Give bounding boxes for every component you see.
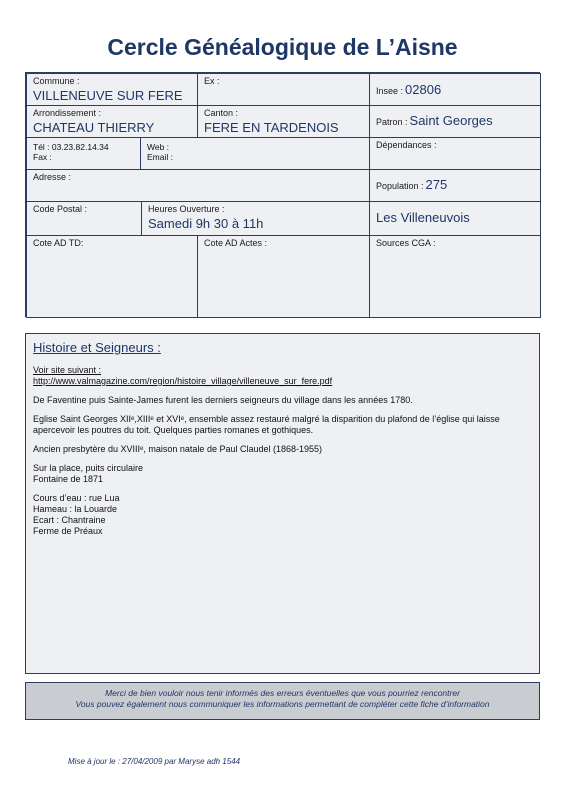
place-line-2: Fontaine de 1871 — [33, 474, 104, 484]
eglise-paragraph — [33, 414, 532, 436]
site-paragraph — [33, 365, 532, 387]
arrondissement-cell — [26, 105, 198, 138]
dependances-cell — [369, 137, 541, 170]
info-note — [25, 682, 540, 720]
adresse-cell — [26, 169, 370, 202]
history-section — [25, 333, 540, 674]
arrondissement-value: CHATEAU THIERRY — [33, 120, 155, 135]
cote-td-cell — [26, 235, 198, 318]
web-label: Web : — [147, 142, 170, 152]
sources-label: Sources CGA : — [376, 238, 436, 248]
tel-label: Tél : 03.23.82.14.34 — [33, 142, 109, 152]
ex-cell — [197, 73, 370, 106]
commune-value: VILLENEUVE SUR FERE — [33, 88, 183, 103]
web-email-cell — [140, 137, 370, 170]
email-label: Email : — [147, 152, 173, 162]
site-link[interactable]: http://www.valmagazine.com/region/histoire_village/villeneuve_sur_fere.pdf — [33, 376, 333, 386]
seigneurs-paragraph: De Faventine puis Sainte-James furent les derniers seigneurs du village dans les années 1780. — [33, 395, 413, 405]
cote-td-label: Cote AD TD: — [33, 238, 84, 248]
place-line-1: Sur la place, puits circulaire — [33, 463, 144, 473]
dependances-label: Dépendances : — [376, 140, 437, 150]
ecart-line: Ecart : Chantraine — [33, 515, 106, 525]
insee-label: Insee : — [376, 86, 404, 96]
page-title: Cercle Généalogique de L’Aisne — [107, 34, 458, 60]
sources-cell — [369, 235, 541, 318]
cours-eau-paragraph — [33, 493, 532, 537]
site-label: Voir site suivant : — [33, 365, 102, 375]
commune-cell — [26, 73, 198, 106]
patron-value: Saint Georges — [409, 113, 493, 128]
insee-value: 02806 — [405, 82, 442, 97]
cours-eau-line: Cours d’eau : rue Lua — [33, 493, 120, 503]
gentile-cell — [369, 201, 541, 236]
update-footer: Mise à jour le : 27/04/2009 par Maryse adh 1544 — [68, 757, 241, 766]
fax-label: Fax : — [33, 152, 52, 162]
canton-label: Canton : — [204, 108, 239, 118]
cote-actes-cell — [197, 235, 370, 318]
note-line-1: Merci de bien vouloir nous tenir informés des erreurs éventuelles que vous pourriez rencontrer — [105, 688, 460, 698]
adresse-label: Adresse : — [33, 172, 72, 182]
canton-value: FERE EN TARDENOIS — [204, 120, 339, 135]
presbytere-paragraph: Ancien presbytère du XVIIIᵉ, maison natale de Paul Claudel (1868-1955) — [33, 444, 323, 454]
history-title: Histoire et Seigneurs : — [33, 340, 161, 355]
eglise-line-1: Eglise Saint Georges XIIᵉ,XIIIᵉ et XVIᵉ, ensemble assez restauré malgré la disparition du plafond de l’église qui laisse — [33, 414, 500, 424]
population-label: Population : — [376, 181, 424, 191]
arrondissement-label: Arrondissement : — [33, 108, 102, 118]
eglise-line-2: apercevoir les poutres du toit. Quelques parties romanes et gothiques. — [33, 425, 314, 435]
ferme-line: Ferme de Préaux — [33, 526, 103, 536]
gentile-value: Les Villeneuvois — [376, 210, 470, 225]
population-value: 275 — [425, 177, 448, 192]
hameau-line: Hameau : la Louarde — [33, 504, 118, 514]
heures-cell — [141, 201, 370, 236]
insee-cell — [369, 73, 541, 106]
info-grid — [25, 72, 540, 317]
heures-label: Heures Ouverture : — [148, 204, 225, 214]
ex-label: Ex : — [204, 76, 220, 86]
code-postal-label: Code Postal : — [33, 204, 88, 214]
heures-value: Samedi 9h 30 à 11h — [148, 216, 264, 231]
place-paragraph — [33, 463, 532, 485]
code-postal-cell — [26, 201, 142, 236]
population-cell — [369, 169, 541, 202]
commune-label: Commune : — [33, 76, 80, 86]
tel-fax-cell — [26, 137, 141, 170]
patron-cell — [369, 105, 541, 138]
note-line-2: Vous pouvez également nous communiquer les informations permettant de compléter cette fiche d’information — [75, 699, 490, 709]
patron-label: Patron : — [376, 117, 408, 127]
cote-actes-label: Cote AD Actes : — [204, 238, 268, 248]
canton-cell — [197, 105, 370, 138]
